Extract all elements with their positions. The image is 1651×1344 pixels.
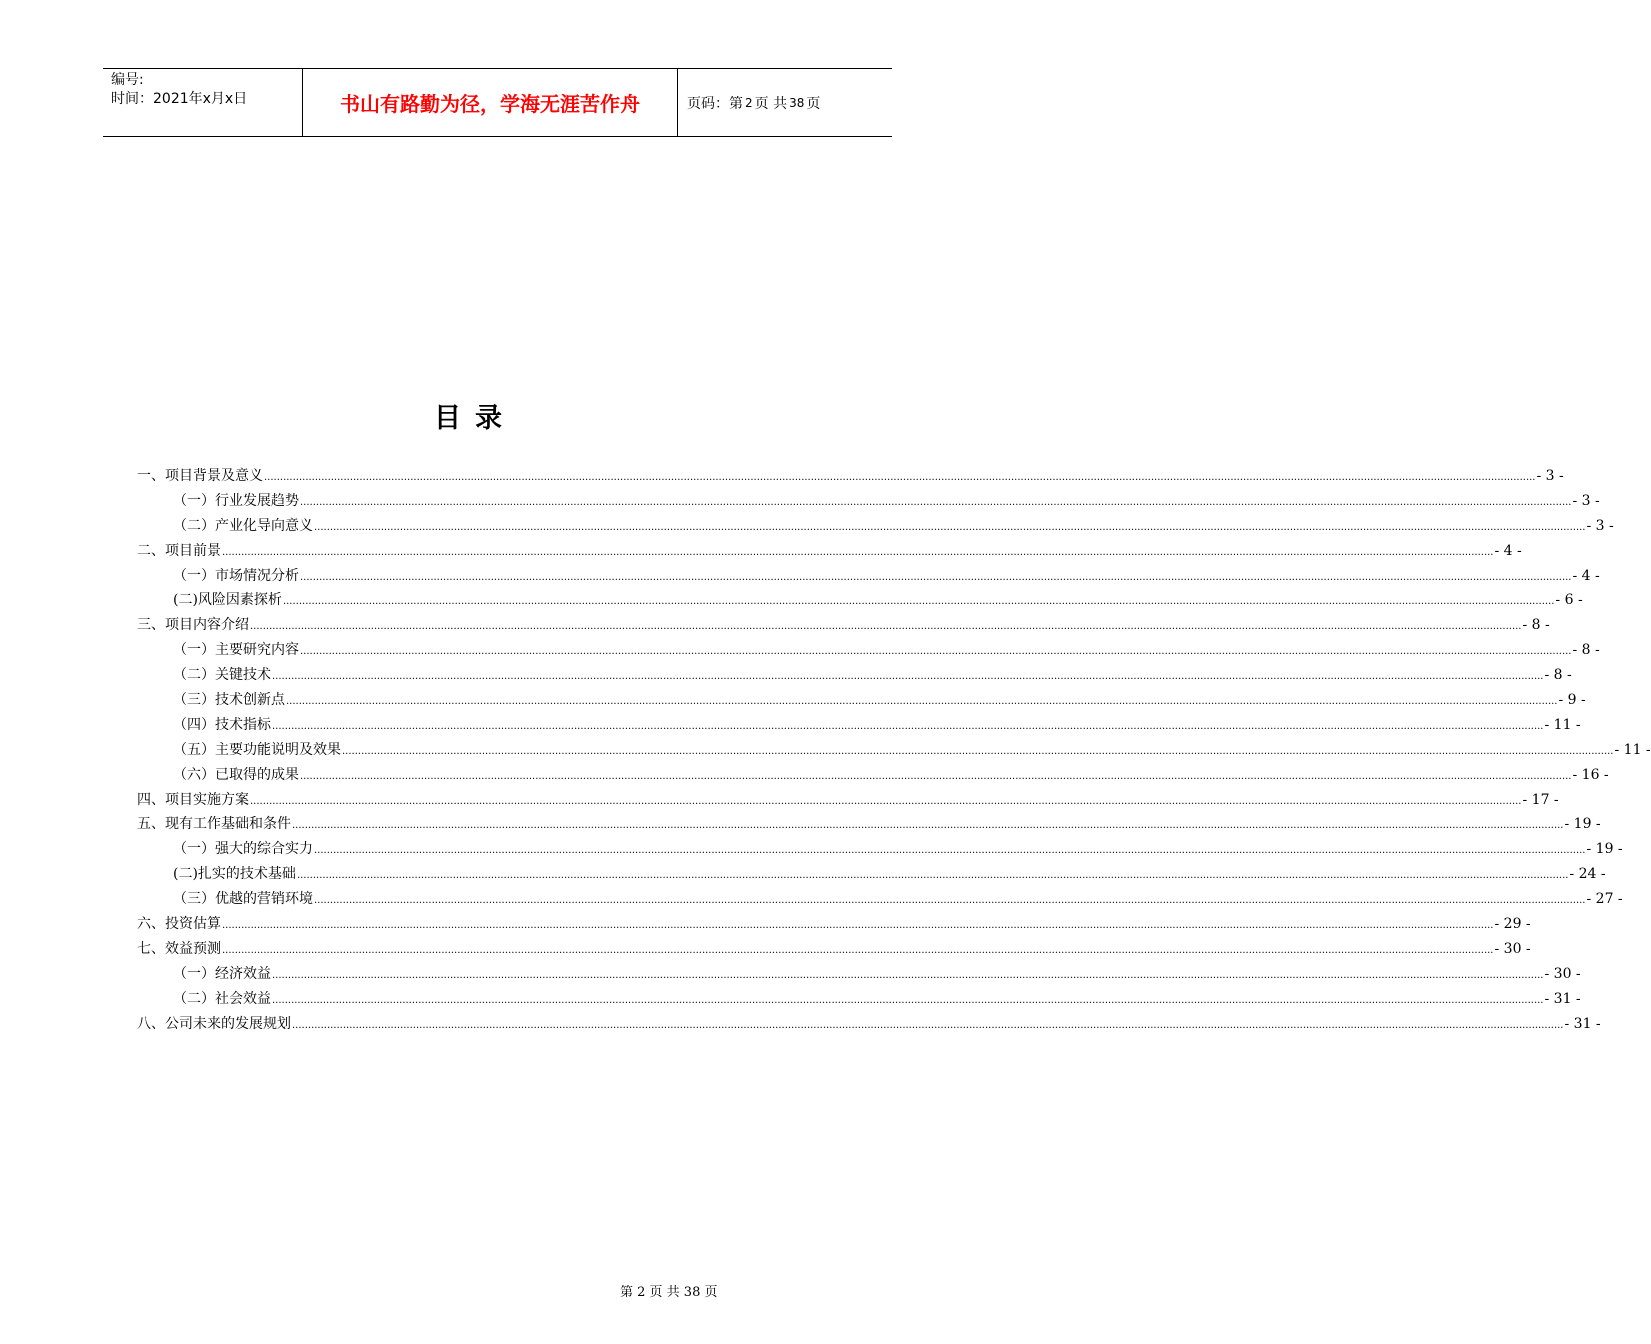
toc-entry-page: - 4 - bbox=[1572, 567, 1600, 584]
toc-entry-page: - 8 - bbox=[1544, 667, 1572, 684]
toc-entry-page: - 8 - bbox=[1572, 642, 1600, 659]
toc-entry-page: - 3 - bbox=[1536, 468, 1564, 484]
toc-entry-label: 一、项目背景及意义 bbox=[137, 468, 263, 484]
toc-dot-leader: ................................................................................................................................................................................................................................................................................................................................................................................................................ bbox=[292, 1019, 1564, 1031]
toc-entry-page: - 31 - bbox=[1564, 1015, 1601, 1032]
page-footer: 第 2 页 共 38 页 bbox=[620, 1285, 718, 1300]
toc-dot-leader: ................................................................................................................................................................................................................................................................................................................................................................................................................ bbox=[286, 696, 1558, 708]
toc-dot-leader: ................................................................................................................................................................................................................................................................................................................................................................................................................ bbox=[272, 720, 1544, 732]
toc-entry-page: - 19 - bbox=[1586, 841, 1623, 858]
toc-entry[interactable] bbox=[137, 987, 1581, 1012]
toc-dot-leader: ................................................................................................................................................................................................................................................................................................................................................................................................................ bbox=[272, 969, 1544, 981]
toc-entry-label: （一）经济效益 bbox=[173, 965, 271, 982]
toc-entry[interactable] bbox=[137, 539, 1522, 564]
toc-entry-label: （一）主要研究内容 bbox=[173, 642, 299, 659]
toc-entry[interactable] bbox=[137, 514, 1614, 539]
toc-entry-label: （二）社会效益 bbox=[173, 990, 271, 1007]
table-of-contents bbox=[137, 464, 1651, 1036]
page-mid: 页 共 bbox=[754, 95, 788, 112]
header-motto: 书山有路勤为径，学海无涯苦作舟 bbox=[303, 69, 678, 136]
toc-entry-label: 七、效益预测 bbox=[137, 940, 221, 957]
toc-entry[interactable] bbox=[137, 688, 1586, 713]
toc-entry-page: - 16 - bbox=[1572, 766, 1609, 783]
toc-entry-page: - 24 - bbox=[1569, 866, 1606, 883]
page-prefix: 页码：第 bbox=[687, 95, 743, 112]
toc-dot-leader: ................................................................................................................................................................................................................................................................................................................................................................................................................ bbox=[314, 895, 1586, 907]
toc-entry-page: - 4 - bbox=[1494, 542, 1522, 559]
toc-entry-label: （三）技术创新点 bbox=[173, 692, 285, 709]
header-page-info bbox=[678, 69, 892, 136]
toc-entry-page: - 27 - bbox=[1586, 891, 1623, 908]
toc-entry-label: (二)扎实的技术基础 bbox=[173, 866, 296, 883]
toc-entry-page: - 30 - bbox=[1544, 965, 1581, 982]
toc-dot-leader: ................................................................................................................................................................................................................................................................................................................................................................................................................ bbox=[300, 770, 1572, 782]
toc-entry-label: （二）产业化导向意义 bbox=[173, 517, 313, 534]
toc-entry[interactable] bbox=[137, 588, 1583, 613]
toc-entry-label: （二）关键技术 bbox=[173, 667, 271, 684]
toc-dot-leader: ................................................................................................................................................................................................................................................................................................................................................................................................................ bbox=[222, 546, 1494, 558]
toc-entry-page: - 17 - bbox=[1522, 791, 1559, 808]
toc-dot-leader: ................................................................................................................................................................................................................................................................................................................................................................................................................ bbox=[300, 571, 1572, 583]
toc-entry[interactable] bbox=[137, 489, 1600, 514]
toc-entry[interactable] bbox=[137, 638, 1600, 663]
toc-title: 目录 bbox=[434, 403, 516, 434]
toc-dot-leader: ................................................................................................................................................................................................................................................................................................................................................................................................................ bbox=[222, 944, 1494, 956]
toc-entry[interactable] bbox=[137, 1012, 1601, 1037]
toc-entry-page: - 11 - bbox=[1614, 741, 1651, 758]
header-info-cell bbox=[103, 69, 303, 136]
toc-entry-label: 四、项目实施方案 bbox=[137, 791, 249, 808]
toc-entry-label: （四）技术指标 bbox=[173, 716, 271, 733]
toc-entry[interactable] bbox=[137, 812, 1601, 837]
toc-entry[interactable] bbox=[137, 962, 1581, 987]
toc-entry-page: - 8 - bbox=[1522, 617, 1550, 634]
toc-entry-label: (二)风险因素探析 bbox=[173, 592, 282, 609]
toc-entry-page: - 29 - bbox=[1494, 916, 1531, 933]
toc-entry-page: - 9 - bbox=[1558, 692, 1586, 709]
toc-entry[interactable] bbox=[137, 912, 1531, 937]
toc-entry[interactable] bbox=[137, 837, 1623, 862]
toc-entry[interactable] bbox=[137, 937, 1531, 962]
toc-entry-label: （三）优越的营销环境 bbox=[173, 891, 313, 908]
page-total: 38 bbox=[789, 95, 805, 110]
toc-entry-label: 六、投资估算 bbox=[137, 916, 221, 933]
toc-dot-leader: ................................................................................................................................................................................................................................................................................................................................................................................................................ bbox=[272, 994, 1544, 1006]
toc-entry-label: （六）已取得的成果 bbox=[173, 766, 299, 783]
toc-dot-leader: ................................................................................................................................................................................................................................................................................................................................................................................................................ bbox=[314, 845, 1586, 857]
toc-dot-leader: ................................................................................................................................................................................................................................................................................................................................................................................................................ bbox=[272, 671, 1544, 683]
toc-entry-label: 三、项目内容介绍 bbox=[137, 617, 249, 634]
toc-entry-page: - 6 - bbox=[1555, 592, 1583, 609]
toc-entry-label: （五）主要功能说明及效果 bbox=[173, 741, 341, 758]
page-suffix: 页 bbox=[806, 95, 821, 112]
toc-entry-page: - 11 - bbox=[1544, 716, 1581, 733]
toc-dot-leader: ................................................................................................................................................................................................................................................................................................................................................................................................................ bbox=[292, 820, 1564, 832]
toc-entry-page: - 19 - bbox=[1564, 816, 1601, 833]
page-current: 2 bbox=[745, 95, 753, 110]
toc-entry-label: 八、公司未来的发展规划 bbox=[137, 1015, 291, 1032]
toc-dot-leader: ................................................................................................................................................................................................................................................................................................................................................................................................................ bbox=[314, 521, 1586, 533]
toc-entry-label: 五、现有工作基础和条件 bbox=[137, 816, 291, 833]
toc-entry[interactable] bbox=[137, 862, 1606, 887]
toc-entry[interactable] bbox=[137, 464, 1564, 489]
toc-entry[interactable] bbox=[137, 738, 1651, 763]
toc-entry-page: - 30 - bbox=[1494, 940, 1531, 957]
toc-entry-label: （一）行业发展趋势 bbox=[173, 492, 299, 509]
toc-dot-leader: ................................................................................................................................................................................................................................................................................................................................................................................................................ bbox=[300, 496, 1572, 508]
toc-entry-page: - 31 - bbox=[1544, 990, 1581, 1007]
toc-dot-leader: ................................................................................................................................................................................................................................................................................................................................................................................................................ bbox=[250, 621, 1522, 633]
toc-dot-leader: ................................................................................................................................................................................................................................................................................................................................................................................................................ bbox=[300, 646, 1572, 658]
toc-entry[interactable] bbox=[137, 613, 1550, 638]
toc-entry[interactable] bbox=[137, 887, 1623, 912]
toc-entry-label: 二、项目前景 bbox=[137, 542, 221, 559]
toc-entry[interactable] bbox=[137, 663, 1572, 688]
toc-entry-label: （一）市场情况分析 bbox=[173, 567, 299, 584]
toc-entry-page: - 3 - bbox=[1586, 517, 1614, 534]
toc-dot-leader: ................................................................................................................................................................................................................................................................................................................................................................................................................ bbox=[222, 920, 1494, 932]
toc-dot-leader: ................................................................................................................................................................................................................................................................................................................................................................................................................ bbox=[296, 870, 1569, 882]
toc-entry[interactable] bbox=[137, 763, 1609, 788]
toc-entry[interactable] bbox=[137, 564, 1600, 589]
toc-dot-leader: ................................................................................................................................................................................................................................................................................................................................................................................................................ bbox=[282, 596, 1555, 608]
page-header bbox=[103, 68, 892, 137]
toc-entry-page: - 3 - bbox=[1572, 492, 1600, 509]
toc-dot-leader: ................................................................................................................................................................................................................................................................................................................................................................................................................ bbox=[342, 745, 1614, 757]
toc-dot-leader: ................................................................................................................................................................................................................................................................................................................................................................................................................ bbox=[264, 472, 1536, 483]
time-text: 时间：2021年x月x日 bbox=[111, 91, 248, 107]
toc-entry[interactable] bbox=[137, 713, 1581, 738]
toc-entry[interactable] bbox=[137, 788, 1559, 813]
toc-dot-leader: ................................................................................................................................................................................................................................................................................................................................................................................................................ bbox=[250, 795, 1522, 807]
toc-entry-label: （一）强大的综合实力 bbox=[173, 841, 313, 858]
serial-label: 编号: bbox=[111, 72, 144, 88]
